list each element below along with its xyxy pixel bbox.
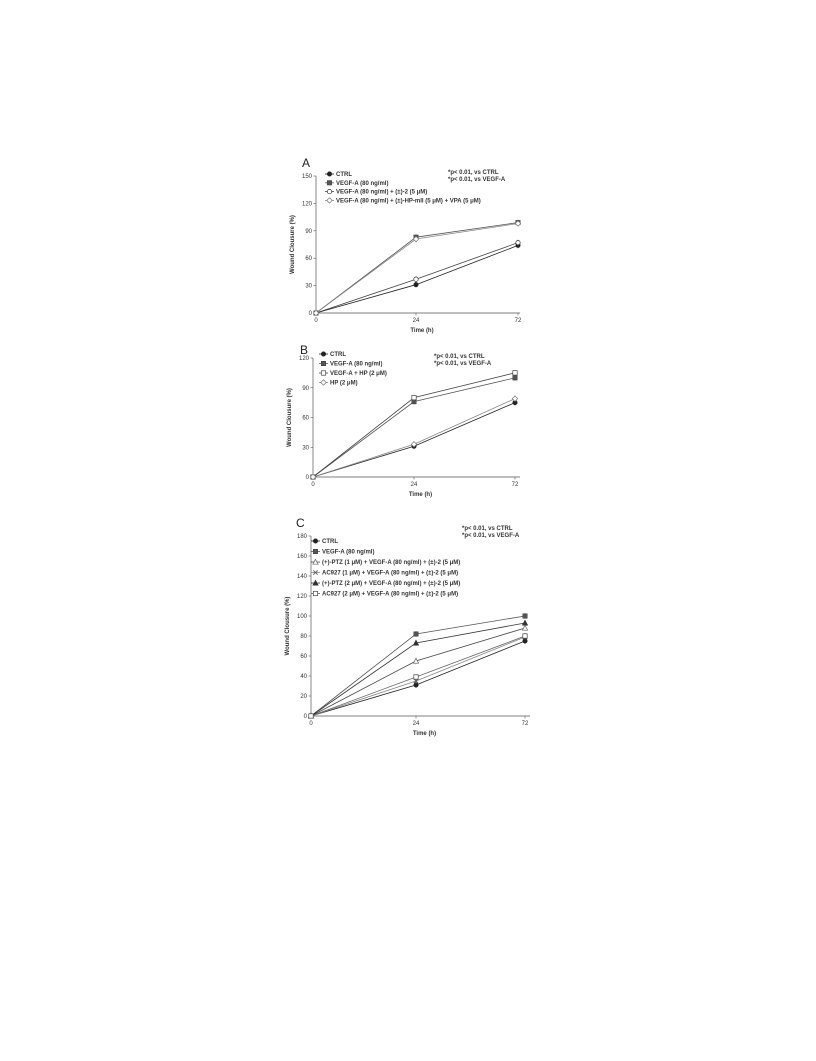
legend-label: VEGF-A (80 ng/ml) [336, 180, 389, 187]
y-tick-label: 150 [301, 174, 312, 180]
legend-label: CTRL [322, 539, 338, 545]
legend-marker [327, 198, 332, 203]
legend-marker [313, 539, 317, 543]
data-point [523, 614, 527, 618]
data-point [309, 714, 313, 718]
x-tick-label: 0 [311, 482, 315, 488]
legend-marker [321, 361, 325, 365]
legend-marker [313, 549, 317, 553]
y-tick-label: 60 [305, 256, 312, 263]
legend-label: VEGF-A + HP (2 μM) [330, 371, 387, 377]
legend-label: VEGF-A (80 ng/ml) + (±)-2 (5 μM) [336, 189, 428, 196]
x-axis-label: Time (h) [412, 731, 437, 737]
legend-marker [313, 591, 317, 595]
series-line [313, 403, 515, 477]
x-tick-label: 72 [514, 318, 522, 324]
significance-note: *p< 0.01, vs VEGF-A [434, 361, 492, 367]
legend-marker [327, 181, 331, 185]
y-tick-label: 100 [296, 614, 307, 620]
series-line [311, 623, 525, 716]
x-axis-label: Time (h) [410, 328, 434, 334]
data-point [513, 371, 517, 375]
y-tick-label: 40 [300, 674, 307, 680]
significance-note: *p< 0.01, vs CTRL [448, 170, 499, 176]
panel-letter: C [296, 516, 305, 530]
series-line [313, 373, 515, 477]
y-tick-label: 20 [300, 694, 307, 700]
data-point [414, 277, 418, 281]
y-tick-label: 0 [305, 475, 309, 481]
series-line [313, 399, 515, 477]
y-tick-label: 60 [302, 415, 309, 422]
x-tick-label: 72 [521, 721, 529, 727]
x-tick-label: 0 [309, 721, 313, 727]
data-point [414, 675, 418, 679]
y-tick-label: 30 [305, 283, 312, 290]
legend-label: (+)-PTZ (2 μM) + VEGF-A (80 ng/ml) + (±)-2 (5 μM) [322, 581, 461, 587]
data-point [516, 240, 520, 244]
significance-note: *p< 0.01, vs VEGF-A [462, 533, 520, 539]
legend-marker [327, 189, 331, 193]
significance-note: *p< 0.01, vs CTRL [434, 354, 485, 360]
significance-note: *p< 0.01, vs CTRL [462, 526, 513, 532]
y-tick-label: 160 [296, 554, 307, 560]
x-tick-label: 72 [511, 482, 519, 488]
legend-label: CTRL [330, 352, 346, 358]
legend-label: CTRL [336, 172, 352, 178]
y-axis-label: Wound Clousure (%) [287, 388, 293, 447]
x-tick-label: 24 [412, 318, 420, 324]
x-tick-label: 24 [410, 482, 418, 488]
x-axis-label: Time (h) [408, 492, 433, 498]
legend-label: VEGF-A (80 ng/ml) + (±)-HP-mII (5 μM) + VPA (5 μM) [336, 198, 481, 205]
legend-label: VEGF-A (80 ng/ml) [322, 549, 375, 556]
legend-label: AC927 (2 μM) + VEGF-A (80 ng/ml) + (±)-2 (5 μM) [322, 591, 459, 598]
significance-note: *p< 0.01, vs VEGF-A [448, 177, 506, 183]
y-tick-label: 30 [302, 445, 309, 452]
y-axis-label: Wound Clousure (%) [285, 596, 291, 656]
legend-label: VEGF-A (80 ng/ml) [330, 361, 383, 368]
data-point [414, 282, 418, 286]
legend-marker [321, 380, 326, 385]
data-point [522, 625, 527, 630]
x-tick-label: 24 [412, 721, 420, 727]
legend-label: HP (2 μM) [330, 380, 358, 387]
y-tick-label: 140 [296, 574, 307, 580]
y-tick-label: 180 [296, 534, 307, 540]
y-tick-label: 0 [303, 714, 307, 720]
data-point [523, 634, 527, 638]
y-tick-label: 80 [300, 634, 307, 640]
legend-label: (+)-PTZ (1 μM) + VEGF-A (80 ng/ml) + (±)-2 (5 μM) [322, 560, 461, 566]
series-line [311, 616, 525, 716]
legend-label: AC927 (1 μM) + VEGF-A (80 ng/ml) + (±)-2 (5 μM) [322, 570, 459, 577]
y-tick-label: 90 [302, 385, 309, 392]
series-line [313, 378, 515, 477]
y-tick-label: 120 [298, 356, 309, 362]
panel-letter: B [300, 343, 309, 357]
series-line [311, 628, 525, 716]
data-point [414, 632, 418, 636]
y-tick-label: 0 [308, 311, 312, 317]
y-tick-label: 120 [296, 594, 307, 600]
data-point [522, 620, 527, 625]
x-tick-label: 0 [314, 318, 318, 324]
legend-marker [321, 352, 325, 356]
data-point [512, 396, 517, 401]
panel-letter: A [302, 156, 311, 170]
y-tick-label: 90 [305, 228, 312, 235]
data-point [513, 376, 517, 380]
legend-marker [321, 371, 325, 375]
data-point [412, 395, 416, 399]
y-axis-label: Wound Clousure (%) [290, 215, 296, 274]
y-tick-label: 60 [300, 654, 307, 660]
legend-marker [327, 172, 331, 176]
y-tick-label: 120 [301, 201, 312, 208]
